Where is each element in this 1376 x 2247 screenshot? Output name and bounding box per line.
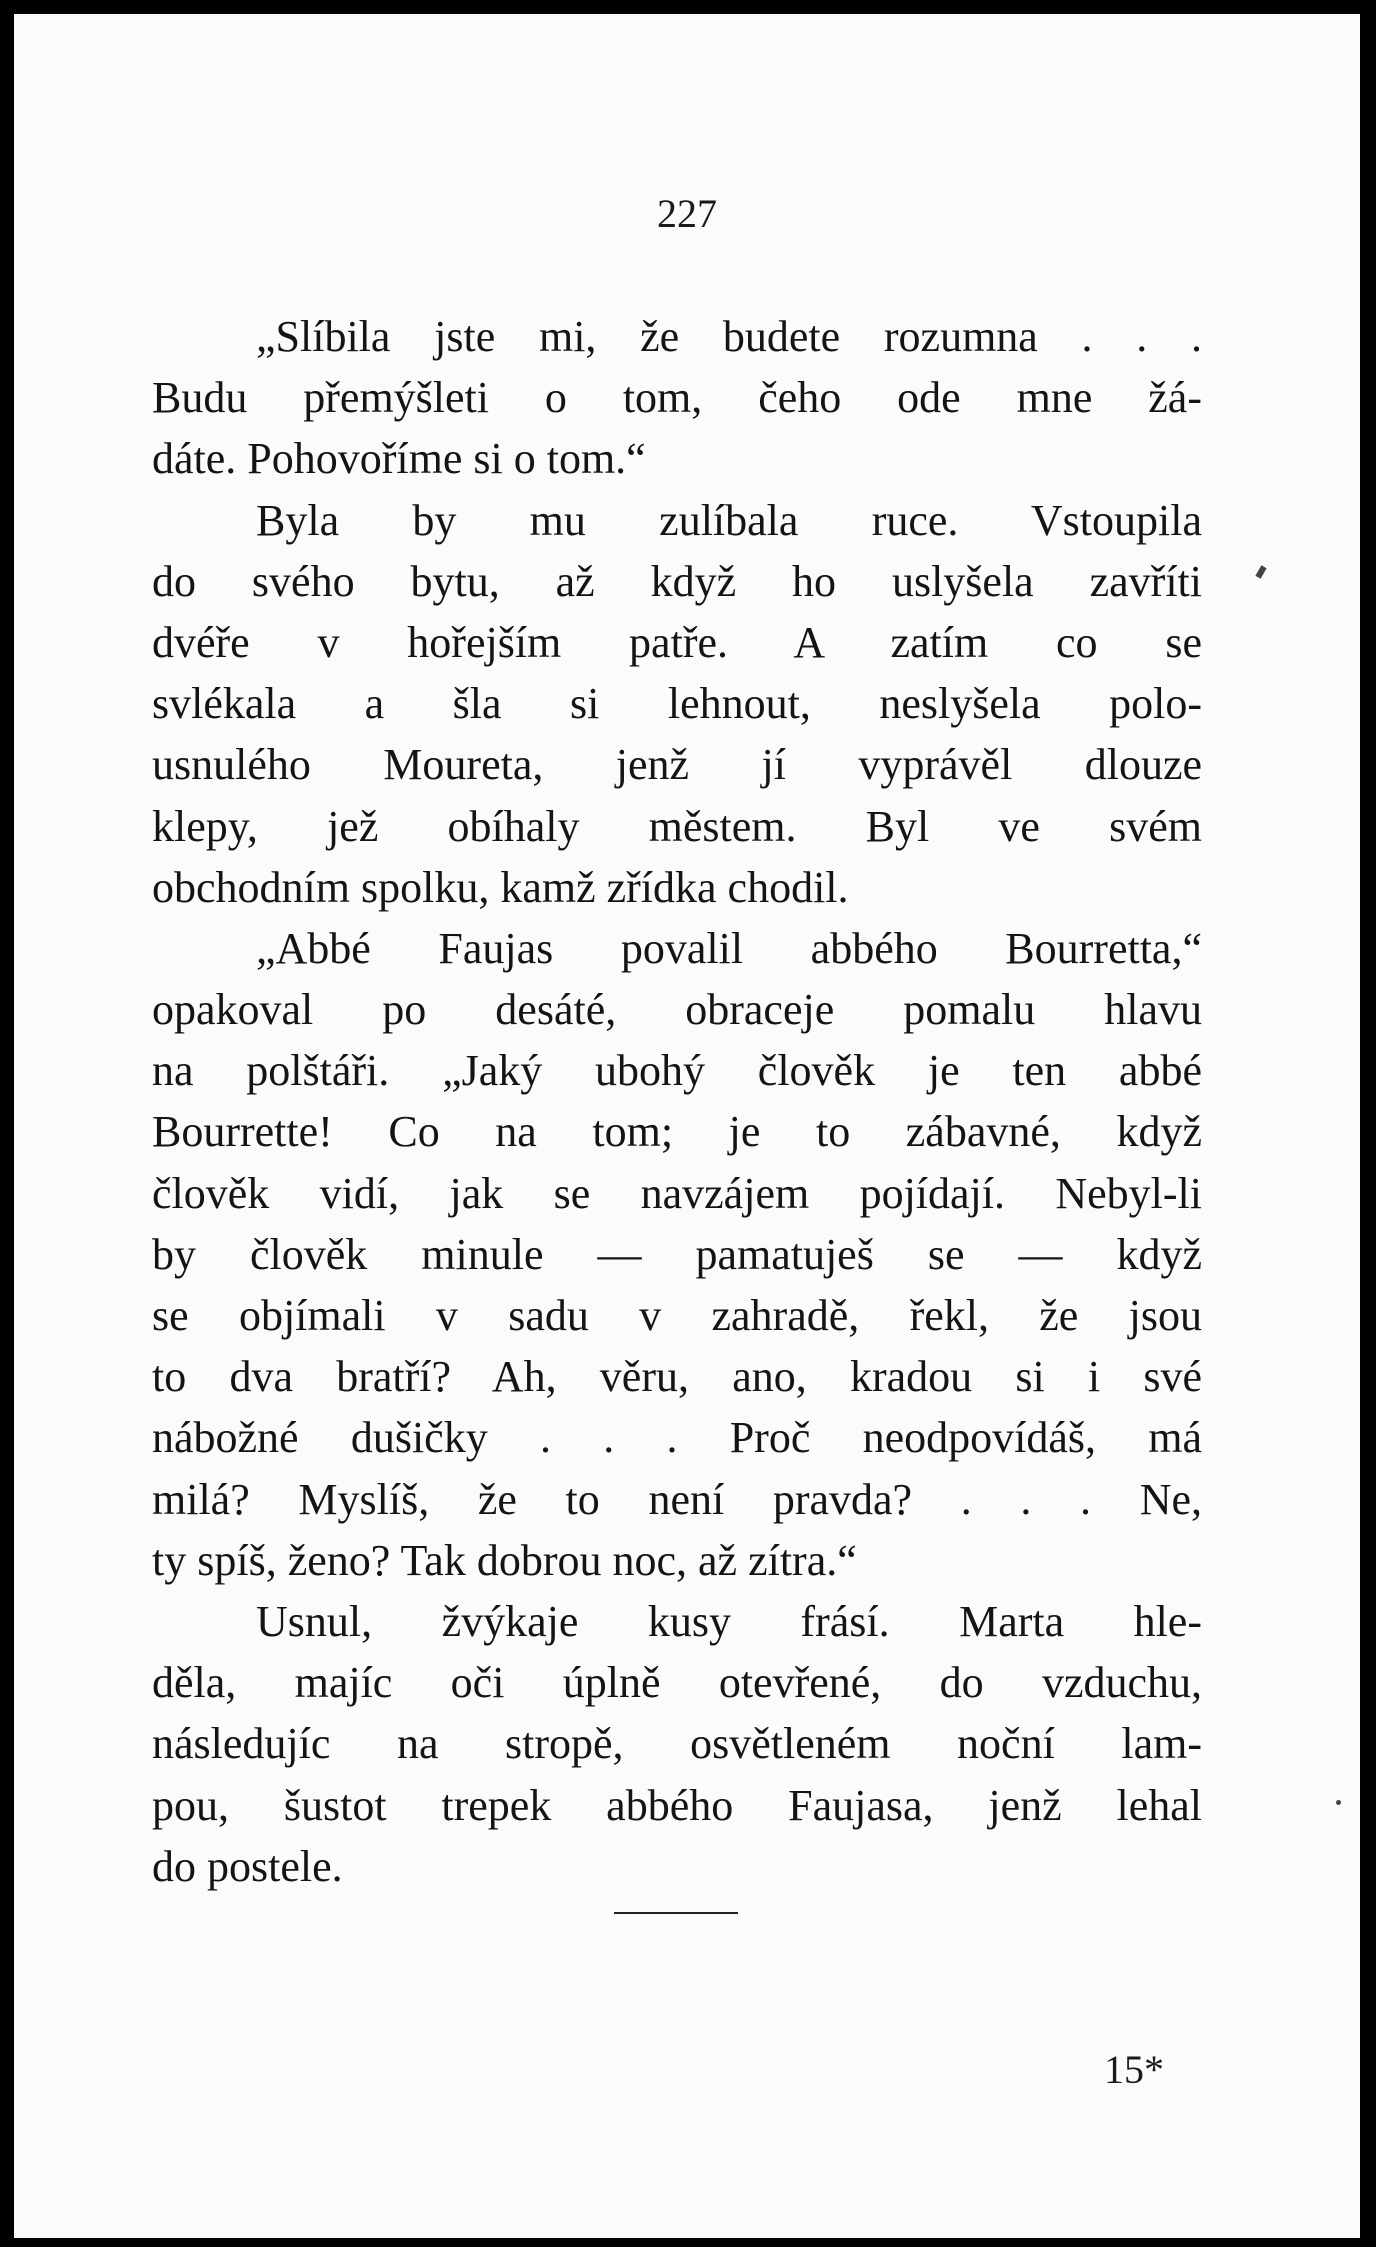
text-line: „Slíbila jste mi, že budete rozumna . . . (256, 312, 1202, 361)
margin-speck (1336, 1800, 1341, 1805)
text-line: nábožné dušičky . . . Proč neodpovídáš, má (152, 1413, 1202, 1463)
section-divider (614, 1912, 738, 1914)
text-line: klepy, jež obíhaly městem. Byl ve svém (152, 801, 1202, 851)
text-line: děla, majíc oči úplně otevřené, do vzduchu, (152, 1658, 1202, 1708)
text-line: „Abbé Faujas povalil abbého Bourretta,“ (256, 923, 1202, 973)
text-line: pou, šustot trepek abbého Faujasa, jenž lehal (152, 1780, 1202, 1830)
text-line: opakoval po desáté, obraceje pomalu hlavu (152, 985, 1202, 1035)
text-line: svlékala a šla si lehnout, neslyšela polo- (152, 679, 1202, 729)
text-line: obchodním spolku, kamž zřídka chodil. (152, 862, 849, 912)
page-number: 227 (657, 191, 717, 236)
body-text (152, 306, 1202, 1897)
text-line: dvéře v hořejším patře. A zatím co se (152, 617, 1202, 667)
text-line: dáte. Pohovoříme si o tom.“ (152, 434, 646, 484)
text-line: usnulého Moureta, jenž jí vyprávěl dlouze (152, 740, 1202, 790)
text-line: Byla by mu zulíbala ruce. Vstoupila (256, 495, 1202, 545)
book-page (14, 14, 1360, 2238)
text-line: na polštáři. „Jaký ubohý člověk je ten abbé (152, 1046, 1202, 1096)
text-line: se objímali v sadu v zahradě, řekl, že jsou (152, 1291, 1202, 1340)
text-line: do svého bytu, až když ho uslyšela zavříti (152, 556, 1202, 606)
text-line: Usnul, žvýkaje kusy frásí. Marta hle- (256, 1596, 1202, 1646)
text-line: Budu přemýšleti o tom, čeho ode mne žá- (152, 373, 1202, 423)
text-line: člověk vidí, jak se navzájem pojídají. Nebyl-li (152, 1168, 1202, 1218)
margin-speck (1255, 565, 1266, 578)
text-line: to dva bratří? Ah, věru, ano, kradou si i své (152, 1352, 1202, 1402)
text-line: následujíc na stropě, osvětleném noční lam- (152, 1719, 1202, 1769)
text-line: by člověk minule — pamatuješ se — když (152, 1229, 1202, 1279)
text-line: do postele. (152, 1841, 343, 1891)
signature-mark: 15* (1104, 2047, 1164, 2092)
text-line: ty spíš, ženo? Tak dobrou noc, až zítra.“ (152, 1535, 857, 1585)
text-line: Bourrette! Co na tom; je to zábavné, když (152, 1107, 1202, 1157)
text-line: milá? Myslíš, že to není pravda? . . . Ne, (152, 1474, 1202, 1524)
